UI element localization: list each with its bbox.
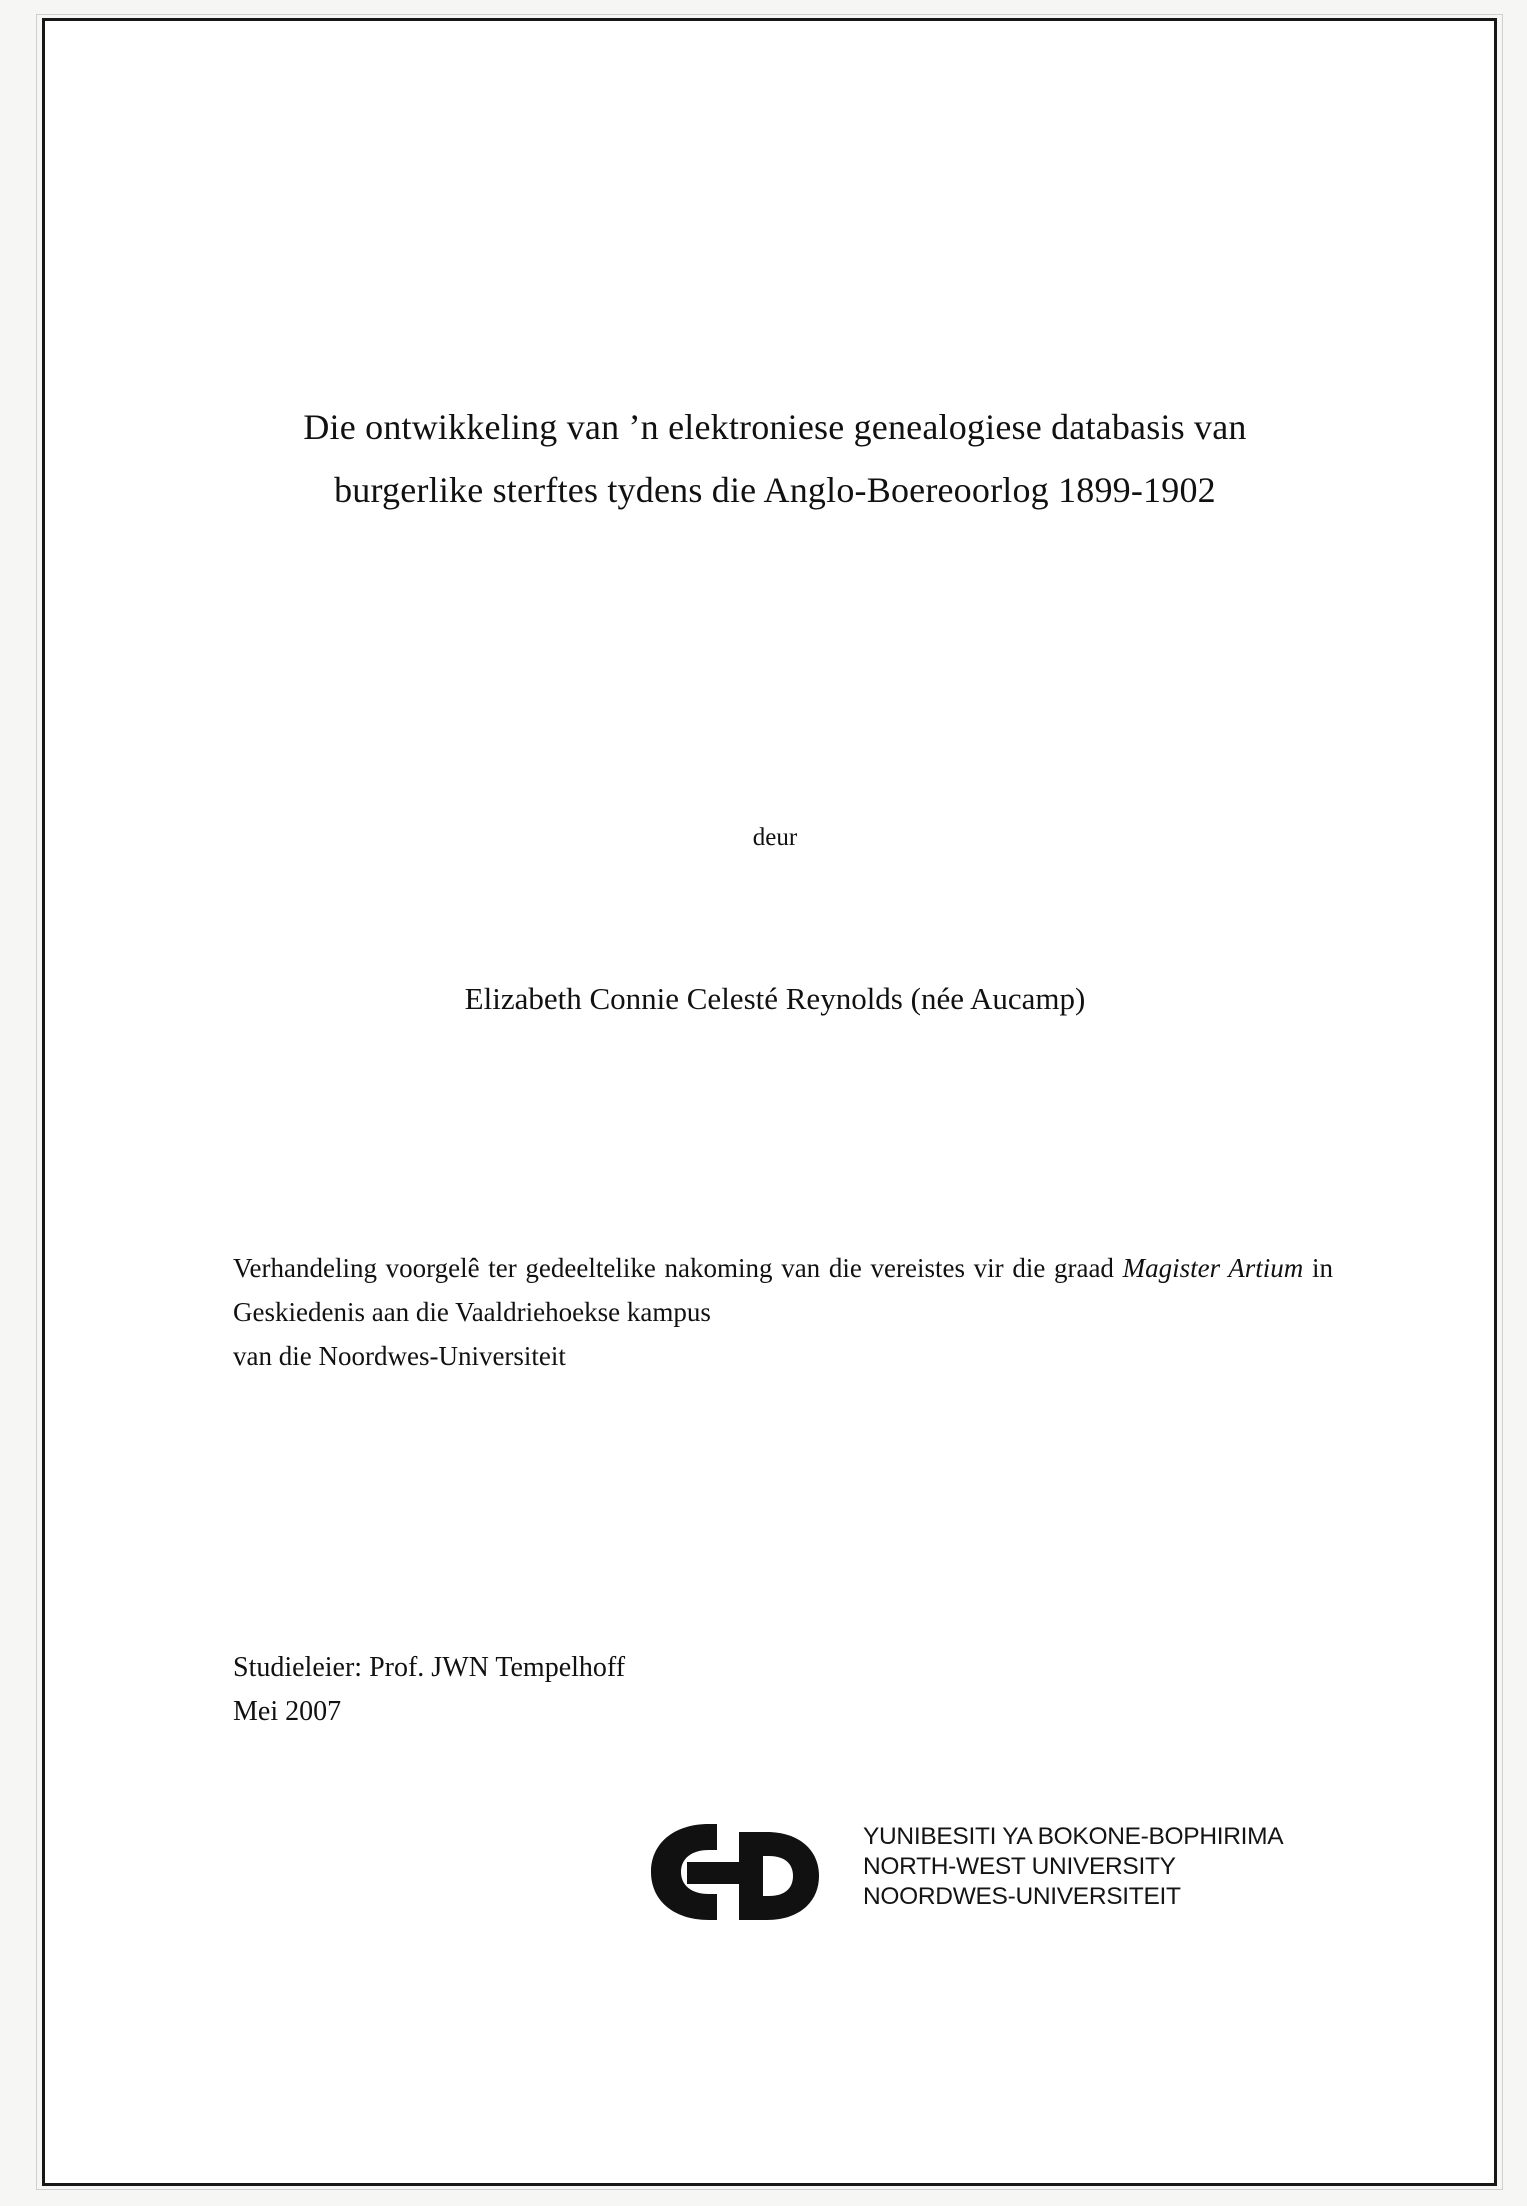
degree-statement-paragraph: [233, 1246, 1333, 1334]
page-frame: [42, 18, 1497, 2186]
supervisor-block: [233, 1646, 1333, 1734]
logo-line-3: NOORDWES-UNIVERSITEIT: [863, 1883, 1181, 1910]
logo-line-1: YUNIBESITI YA BOKONE-BOPHIRIMA: [863, 1823, 1284, 1850]
date-line: Mei 2007: [233, 1696, 342, 1727]
statement-part-1: Verhandeling voorgelê ter gedeeltelike nakoming van die vereistes vir die graad: [233, 1253, 1123, 1283]
author-name: Elizabeth Connie Celesté Reynolds (née Aucamp): [464, 981, 1086, 1016]
by-label: deur: [752, 824, 798, 851]
nwu-logo-icon: [643, 1820, 843, 1932]
logo-text-block: [863, 1822, 1283, 1912]
statement-part-3: van die Noordwes-Universiteit: [233, 1341, 566, 1371]
statement-part-2: in Geskiedenis aan die Vaaldriehoekse kampus: [233, 1253, 1333, 1327]
title-line-2: burgerlike sterftes tydens die Anglo-Boereoorlog 1899-1902: [334, 470, 1216, 510]
title-line-1: Die ontwikkeling van ’n elektroniese genealogiese databasis van: [303, 407, 1247, 447]
logo-line-2: NORTH-WEST UNIVERSITY: [863, 1853, 1176, 1880]
supervisor-line: Studieleier: Prof. JWN Tempelhoff: [233, 1652, 626, 1683]
title-page-content: [185, 21, 1365, 2183]
university-logo: [515, 1816, 1284, 1936]
degree-name: Magister Artium: [1122, 1253, 1304, 1283]
degree-statement: [233, 1246, 1333, 1378]
page-title: [185, 396, 1365, 522]
